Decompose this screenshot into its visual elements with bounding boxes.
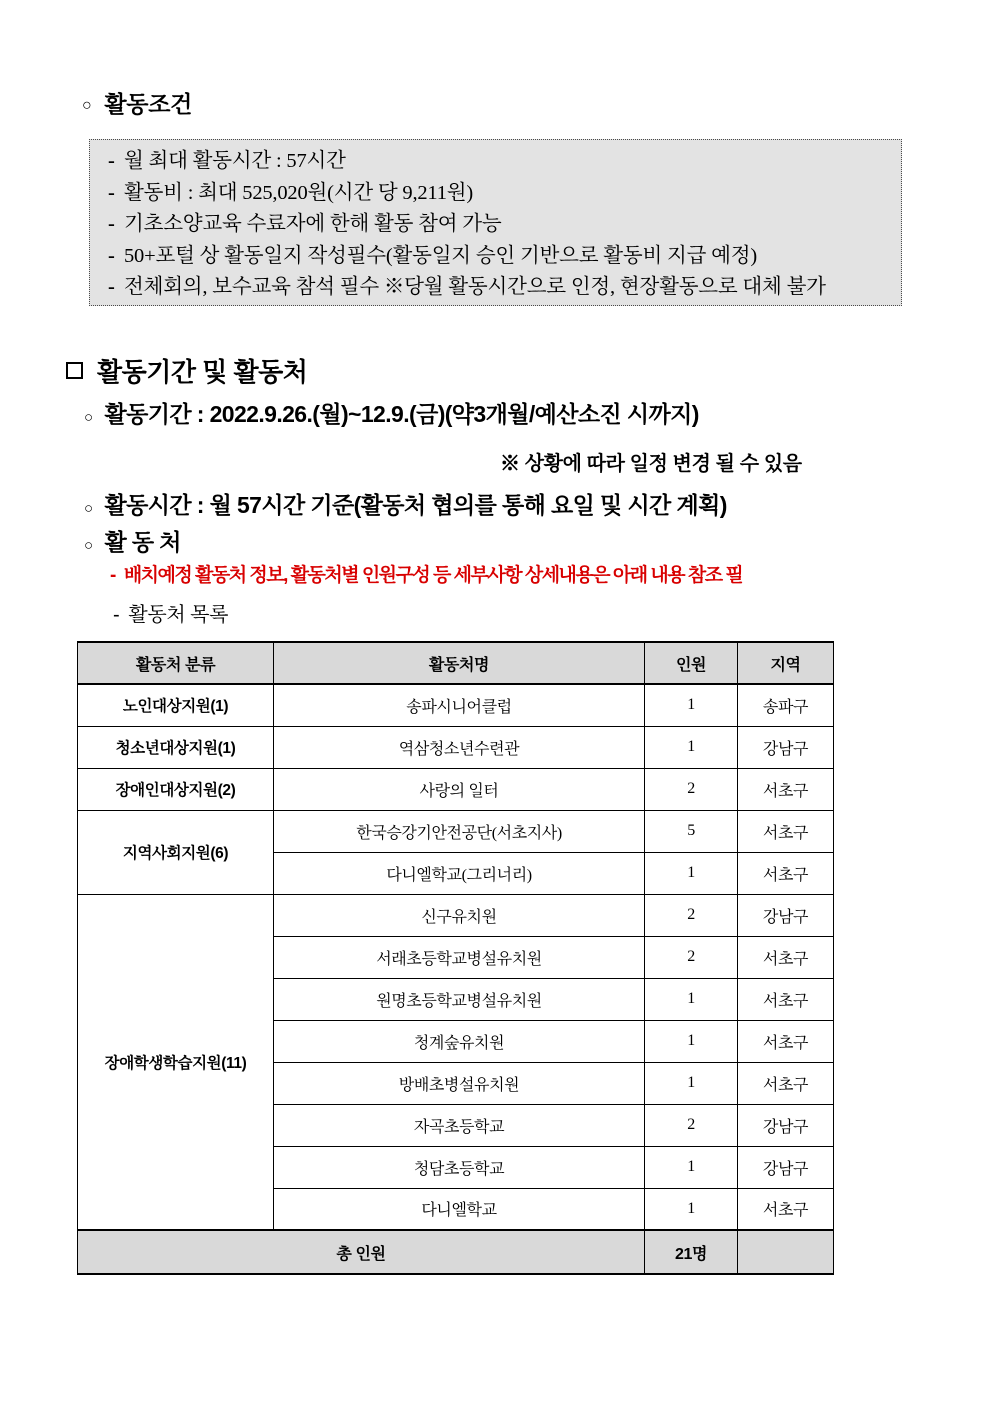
condition-text: 활동비 : 최대 525,020원(시간 당 9,211원) bbox=[124, 181, 473, 204]
place-list-label bbox=[113, 598, 228, 627]
cell-area: 강남구 bbox=[738, 894, 834, 936]
dash-bullet-icon: - bbox=[108, 276, 115, 298]
table-row bbox=[78, 684, 834, 726]
cell-place-name: 다니엘학교 bbox=[274, 1188, 645, 1230]
cell-area: 서초구 bbox=[738, 810, 834, 852]
dash-bullet-icon: - bbox=[108, 213, 115, 235]
cell-total-area bbox=[738, 1230, 834, 1274]
cell-count: 2 bbox=[645, 894, 738, 936]
schedule-change-note: ※ 상황에 따라 일정 변경 될 수 있음 bbox=[500, 453, 802, 475]
condition-text: 월 최대 활동시간 : 57시간 bbox=[124, 150, 346, 172]
cell-place-name: 다니엘학교(그리너리) bbox=[274, 852, 645, 894]
cell-area: 서초구 bbox=[738, 1062, 834, 1104]
cell-place-name: 자곡초등학교 bbox=[274, 1104, 645, 1146]
condition-text: 전체회의, 보수교육 참석 필수 ※당월 활동시간으로 인정, 현장활동으로 대체 불가 bbox=[124, 276, 826, 298]
cell-place-name: 청계숲유치원 bbox=[274, 1020, 645, 1062]
cell-count: 2 bbox=[645, 1104, 738, 1146]
cell-count: 2 bbox=[645, 936, 738, 978]
table-row bbox=[78, 894, 834, 936]
activity-place-label: 활 동 처 bbox=[104, 529, 181, 555]
table-total-row bbox=[78, 1230, 834, 1274]
cell-area: 송파구 bbox=[738, 684, 834, 726]
circle-bullet-icon: ○ bbox=[84, 537, 93, 554]
cell-area: 강남구 bbox=[738, 1146, 834, 1188]
dash-bullet-icon: - bbox=[108, 150, 115, 172]
cell-count: 1 bbox=[645, 1020, 738, 1062]
dash-bullet-icon: - bbox=[108, 244, 115, 267]
cell-place-name: 원명초등학교병설유치원 bbox=[274, 978, 645, 1020]
cell-category: 노인대상지원(1) bbox=[78, 684, 274, 726]
condition-line bbox=[108, 241, 901, 273]
activity-period-item bbox=[84, 396, 699, 429]
placement-red-note bbox=[110, 560, 742, 587]
cell-category: 장애인대상지원(2) bbox=[78, 768, 274, 810]
conditions-box bbox=[89, 139, 902, 306]
cell-count: 1 bbox=[645, 1062, 738, 1104]
cell-count: 1 bbox=[645, 726, 738, 768]
cell-area: 서초구 bbox=[738, 852, 834, 894]
cell-area: 강남구 bbox=[738, 726, 834, 768]
circle-bullet-icon: ○ bbox=[84, 409, 93, 426]
activity-place-item bbox=[84, 524, 181, 557]
cell-place-name: 송파시니어클럽 bbox=[274, 684, 645, 726]
column-header-place-name: 활동처명 bbox=[274, 642, 645, 684]
condition-line bbox=[108, 272, 901, 304]
cell-place-name: 청담초등학교 bbox=[274, 1146, 645, 1188]
table-body bbox=[78, 684, 834, 1274]
cell-area: 서초구 bbox=[738, 768, 834, 810]
placement-red-note-text: 배치예정 활동처 정보, 활동처별 인원구성 등 세부사항 상세내용은 아래 내용 참조 필 bbox=[123, 565, 743, 586]
cell-area: 서초구 bbox=[738, 936, 834, 978]
circle-bullet-icon: ○ bbox=[82, 97, 92, 114]
activity-places-table-wrapper bbox=[77, 641, 833, 1275]
circle-bullet-icon: ○ bbox=[84, 500, 93, 517]
cell-area: 강남구 bbox=[738, 1104, 834, 1146]
activity-hours-item bbox=[84, 487, 727, 520]
cell-area: 서초구 bbox=[738, 1188, 834, 1230]
column-header-category: 활동처 분류 bbox=[78, 642, 274, 684]
condition-line bbox=[108, 178, 901, 210]
condition-line bbox=[108, 146, 901, 178]
cell-place-name: 한국승강기안전공단(서초지사) bbox=[274, 810, 645, 852]
cell-area: 서초구 bbox=[738, 1020, 834, 1062]
column-header-count: 인원 bbox=[645, 642, 738, 684]
activity-places-table bbox=[77, 641, 834, 1275]
table-row bbox=[78, 810, 834, 852]
cell-category: 청소년대상지원(1) bbox=[78, 726, 274, 768]
conditions-heading-label: 활동조건 bbox=[104, 91, 193, 117]
table-row bbox=[78, 768, 834, 810]
table-row bbox=[78, 726, 834, 768]
square-bullet-icon bbox=[66, 362, 83, 379]
condition-text: 기초소양교육 수료자에 한해 활동 참여 가능 bbox=[124, 213, 502, 235]
cell-place-name: 역삼청소년수련관 bbox=[274, 726, 645, 768]
section-heading bbox=[66, 352, 307, 389]
place-list-label-text: 활동처 목록 bbox=[128, 604, 229, 626]
cell-count: 1 bbox=[645, 1188, 738, 1230]
activity-period-text: 활동기간 : 2022.9.26.(월)~12.9.(금)(약3개월/예산소진 시까지) bbox=[104, 401, 699, 427]
activity-hours-text: 활동시간 : 월 57시간 기준(활동처 협의를 통해 요일 및 시간 계획) bbox=[104, 492, 727, 518]
dash-bullet-icon: - bbox=[108, 181, 115, 204]
cell-total-count: 21명 bbox=[645, 1230, 738, 1274]
cell-count: 2 bbox=[645, 768, 738, 810]
cell-count: 1 bbox=[645, 684, 738, 726]
section-heading-label: 활동기간 및 활동처 bbox=[97, 357, 308, 387]
column-header-area: 지역 bbox=[738, 642, 834, 684]
cell-category: 지역사회지원(6) bbox=[78, 810, 274, 894]
cell-count: 1 bbox=[645, 852, 738, 894]
condition-text: 50+포털 상 활동일지 작성필수(활동일지 승인 기반으로 활동비 지급 예정) bbox=[124, 244, 757, 267]
cell-place-name: 서래초등학교병설유치원 bbox=[274, 936, 645, 978]
cell-area: 서초구 bbox=[738, 978, 834, 1020]
cell-count: 1 bbox=[645, 1146, 738, 1188]
cell-count: 5 bbox=[645, 810, 738, 852]
dash-bullet-icon: - bbox=[110, 565, 115, 586]
cell-total-label: 총 인원 bbox=[78, 1230, 645, 1274]
cell-count: 1 bbox=[645, 978, 738, 1020]
table-header-row bbox=[78, 642, 834, 684]
cell-place-name: 사랑의 일터 bbox=[274, 768, 645, 810]
condition-line bbox=[108, 209, 901, 241]
cell-category: 장애학생학습지원(11) bbox=[78, 894, 274, 1230]
conditions-heading bbox=[82, 86, 192, 119]
cell-place-name: 신구유치원 bbox=[274, 894, 645, 936]
dash-bullet-icon: - bbox=[113, 604, 120, 626]
cell-place-name: 방배초병설유치원 bbox=[274, 1062, 645, 1104]
